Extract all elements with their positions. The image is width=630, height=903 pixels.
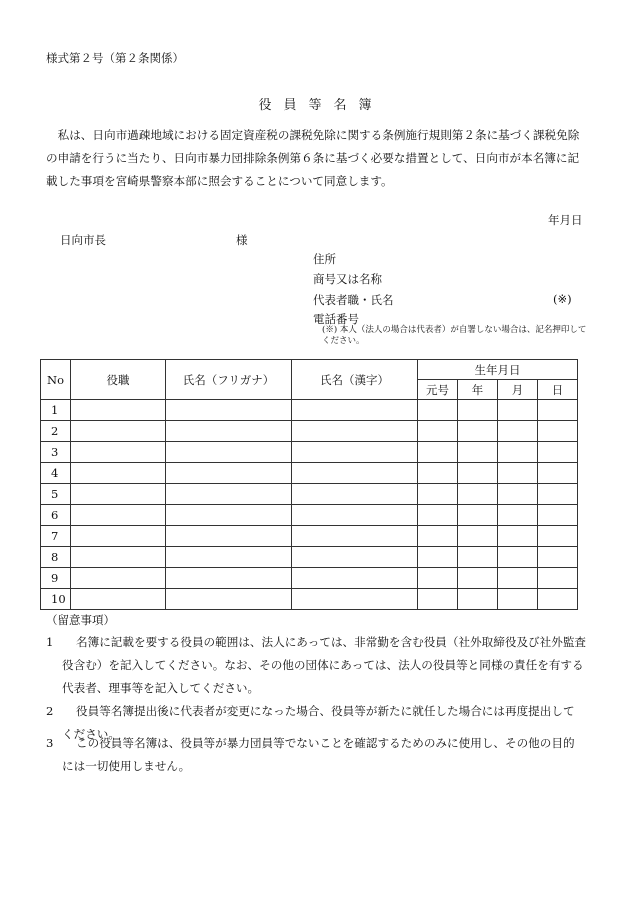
note-item	[46, 631, 586, 700]
row-number: 2	[41, 421, 71, 442]
note-text: 名簿に記載を要する役員の範囲は、法人にあっては、非常勤を含む役員（社外取締役及び社外監査役含む）を記入してください。なお、その他の団体にあっては、法人の役員等と同様の責任を有する代表者、理事等を記入してください。	[62, 635, 587, 695]
table-row	[41, 568, 578, 589]
cell-month[interactable]	[498, 589, 538, 610]
phone-label: 電話番号	[313, 312, 359, 326]
cell-day[interactable]	[538, 400, 578, 421]
header-month: 月	[498, 380, 538, 400]
representative-label: 代表者職・氏名	[313, 293, 394, 307]
header-birth-date: 生年月日	[418, 360, 578, 380]
row-number: 8	[41, 547, 71, 568]
cell-name-kana[interactable]	[166, 463, 292, 484]
cell-position[interactable]	[71, 568, 166, 589]
cell-month[interactable]	[498, 526, 538, 547]
row-number: 1	[41, 400, 71, 421]
cell-day[interactable]	[538, 442, 578, 463]
cell-month[interactable]	[498, 568, 538, 589]
cell-month[interactable]	[498, 547, 538, 568]
cell-name-kana[interactable]	[166, 589, 292, 610]
note-text: この役員等名簿は、役員等が暴力団員等でないことを確認するためのみに使用し、その他の目的には一切使用しません。	[62, 736, 575, 773]
cell-name-kanji[interactable]	[292, 463, 418, 484]
table-row	[41, 526, 578, 547]
cell-name-kanji[interactable]	[292, 421, 418, 442]
table-row	[41, 589, 578, 610]
date-label: 年月日	[548, 213, 583, 227]
header-day: 日	[538, 380, 578, 400]
cell-era[interactable]	[418, 421, 458, 442]
cell-era[interactable]	[418, 568, 458, 589]
note-number: 2	[46, 704, 54, 718]
cell-day[interactable]	[538, 547, 578, 568]
cell-era[interactable]	[418, 442, 458, 463]
cell-era[interactable]	[418, 400, 458, 421]
cell-year[interactable]	[458, 442, 498, 463]
cell-year[interactable]	[458, 589, 498, 610]
cell-era[interactable]	[418, 505, 458, 526]
table-row	[41, 463, 578, 484]
cell-day[interactable]	[538, 526, 578, 547]
cell-name-kanji[interactable]	[292, 484, 418, 505]
consent-statement: 私は、日向市過疎地域における固定資産税の課税免除に関する条例施行規則第２条に基づく課税免除の申請を行うに当たり、日向市暴力団排除条例第６条に基づく必要な措置として、日向市が本名簿に記載した事項を宮崎県警察本部に照会することについて同意します。	[46, 128, 580, 188]
cell-position[interactable]	[71, 505, 166, 526]
cell-year[interactable]	[458, 400, 498, 421]
cell-name-kana[interactable]	[166, 547, 292, 568]
cell-position[interactable]	[71, 442, 166, 463]
header-era: 元号	[418, 380, 458, 400]
row-number: 10	[41, 589, 71, 610]
cell-name-kanji[interactable]	[292, 442, 418, 463]
cell-era[interactable]	[418, 526, 458, 547]
cell-month[interactable]	[498, 400, 538, 421]
cell-day[interactable]	[538, 463, 578, 484]
header-no: No	[41, 360, 71, 400]
cell-name-kana[interactable]	[166, 400, 292, 421]
cell-position[interactable]	[71, 589, 166, 610]
note-number: 3	[46, 736, 54, 750]
cell-year[interactable]	[458, 463, 498, 484]
cell-position[interactable]	[71, 526, 166, 547]
form-number: 様式第２号（第２条関係）	[46, 51, 184, 65]
cell-name-kanji[interactable]	[292, 400, 418, 421]
table-row	[41, 421, 578, 442]
table-row	[41, 547, 578, 568]
cell-day[interactable]	[538, 568, 578, 589]
cell-position[interactable]	[71, 421, 166, 442]
note-number: 1	[46, 635, 54, 649]
cell-day[interactable]	[538, 589, 578, 610]
cell-position[interactable]	[71, 484, 166, 505]
cell-year[interactable]	[458, 547, 498, 568]
cell-name-kanji[interactable]	[292, 505, 418, 526]
note-text: 役員等名簿提出後に代表者が変更になった場合、役員等が新たに就任した場合には再度提出してください。	[62, 704, 575, 741]
cell-year[interactable]	[458, 421, 498, 442]
cell-year[interactable]	[458, 505, 498, 526]
table-row	[41, 505, 578, 526]
header-name-kana: 氏名（フリガナ）	[166, 360, 292, 400]
cell-day[interactable]	[538, 421, 578, 442]
seal-mark: (※)	[553, 292, 572, 306]
addressee-honorific: 様	[236, 233, 248, 247]
cell-era[interactable]	[418, 463, 458, 484]
row-number: 4	[41, 463, 71, 484]
officer-roster-table	[40, 359, 578, 610]
cell-name-kanji[interactable]	[292, 547, 418, 568]
notes-heading: （留意事項）	[46, 613, 115, 627]
row-number: 9	[41, 568, 71, 589]
cell-name-kana[interactable]	[166, 568, 292, 589]
cell-month[interactable]	[498, 484, 538, 505]
header-name-kanji: 氏名（漢字）	[292, 360, 418, 400]
row-number: 7	[41, 526, 71, 547]
header-position: 役職	[71, 360, 166, 400]
cell-name-kana[interactable]	[166, 505, 292, 526]
cell-year[interactable]	[458, 484, 498, 505]
cell-era[interactable]	[418, 589, 458, 610]
cell-position[interactable]	[71, 400, 166, 421]
table-row	[41, 442, 578, 463]
cell-name-kana[interactable]	[166, 442, 292, 463]
cell-month[interactable]	[498, 463, 538, 484]
cell-month[interactable]	[498, 442, 538, 463]
cell-year[interactable]	[458, 568, 498, 589]
addressee-name: 日向市長	[60, 233, 106, 247]
cell-day[interactable]	[538, 484, 578, 505]
cell-name-kanji[interactable]	[292, 568, 418, 589]
cell-position[interactable]	[71, 463, 166, 484]
cell-name-kana[interactable]	[166, 526, 292, 547]
cell-month[interactable]	[498, 505, 538, 526]
note-item	[46, 732, 586, 778]
address-label: 住所	[313, 252, 336, 266]
cell-name-kanji[interactable]	[292, 526, 418, 547]
signature-note: (※) 本人（法人の場合は代表者）が自署しない場合は、記名押印してください。	[322, 325, 587, 346]
cell-name-kana[interactable]	[166, 484, 292, 505]
cell-era[interactable]	[418, 547, 458, 568]
cell-name-kanji[interactable]	[292, 589, 418, 610]
row-number: 6	[41, 505, 71, 526]
row-number: 3	[41, 442, 71, 463]
cell-month[interactable]	[498, 421, 538, 442]
table-row	[41, 484, 578, 505]
header-year: 年	[458, 380, 498, 400]
cell-day[interactable]	[538, 505, 578, 526]
page-title: 役員等名簿	[258, 98, 384, 113]
cell-position[interactable]	[71, 547, 166, 568]
trade-name-label: 商号又は名称	[313, 272, 382, 286]
cell-year[interactable]	[458, 526, 498, 547]
table-row	[41, 400, 578, 421]
row-number: 5	[41, 484, 71, 505]
cell-era[interactable]	[418, 484, 458, 505]
cell-name-kana[interactable]	[166, 421, 292, 442]
